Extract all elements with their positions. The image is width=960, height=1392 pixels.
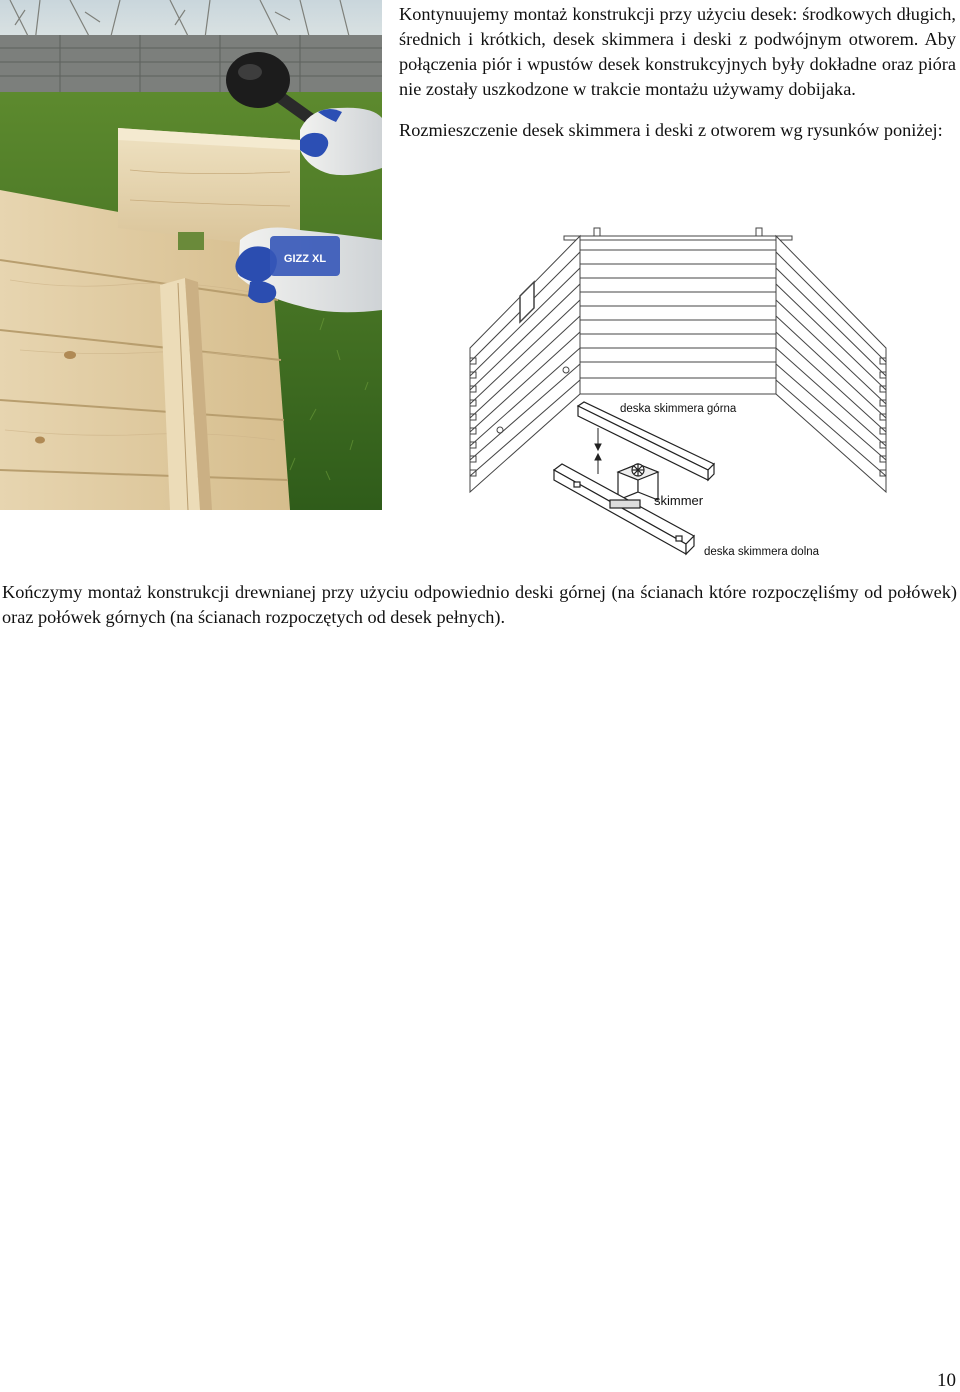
label-upper-board: deska skimmera górna [620,403,737,415]
label-lower-board: deska skimmera dolna [704,546,820,558]
skimmer-unit [618,464,658,500]
placement-arrows [595,428,601,474]
glove-print: GIZZ XL [283,253,327,265]
paragraph-finishing: Kończymy montaż konstrukcji drewnianej przy użyciu odpowiednio deski górnej (na ścianach które rozpoczęliśmy od połówek) oraz połówek górnych (na ścianach rozpoczętych od desek pełnych). [2,582,957,627]
intro-text-column [399,2,956,143]
label-skimmer: skimmer [654,493,704,508]
skimmer-board-diagram [462,218,892,563]
assembly-photo [0,0,382,510]
page-number: 10 [937,1370,956,1391]
paragraph-assembly: Kontynuujemy montaż konstrukcji przy użyciu desek: środkowych długich, średnich i krótkich, desek skimmera i deski z podwójnym otworem. Aby połączenia piór i wpustów desek konstrukcyjnych były dokładne oraz pióra nie zostały uszkodzone w trakcie montażu używamy dobijaka. [399,4,956,99]
paragraph-skimmer-layout: Rozmieszczenie desek skimmera i deski z otworem wg rysunków poniżej: [399,120,943,140]
